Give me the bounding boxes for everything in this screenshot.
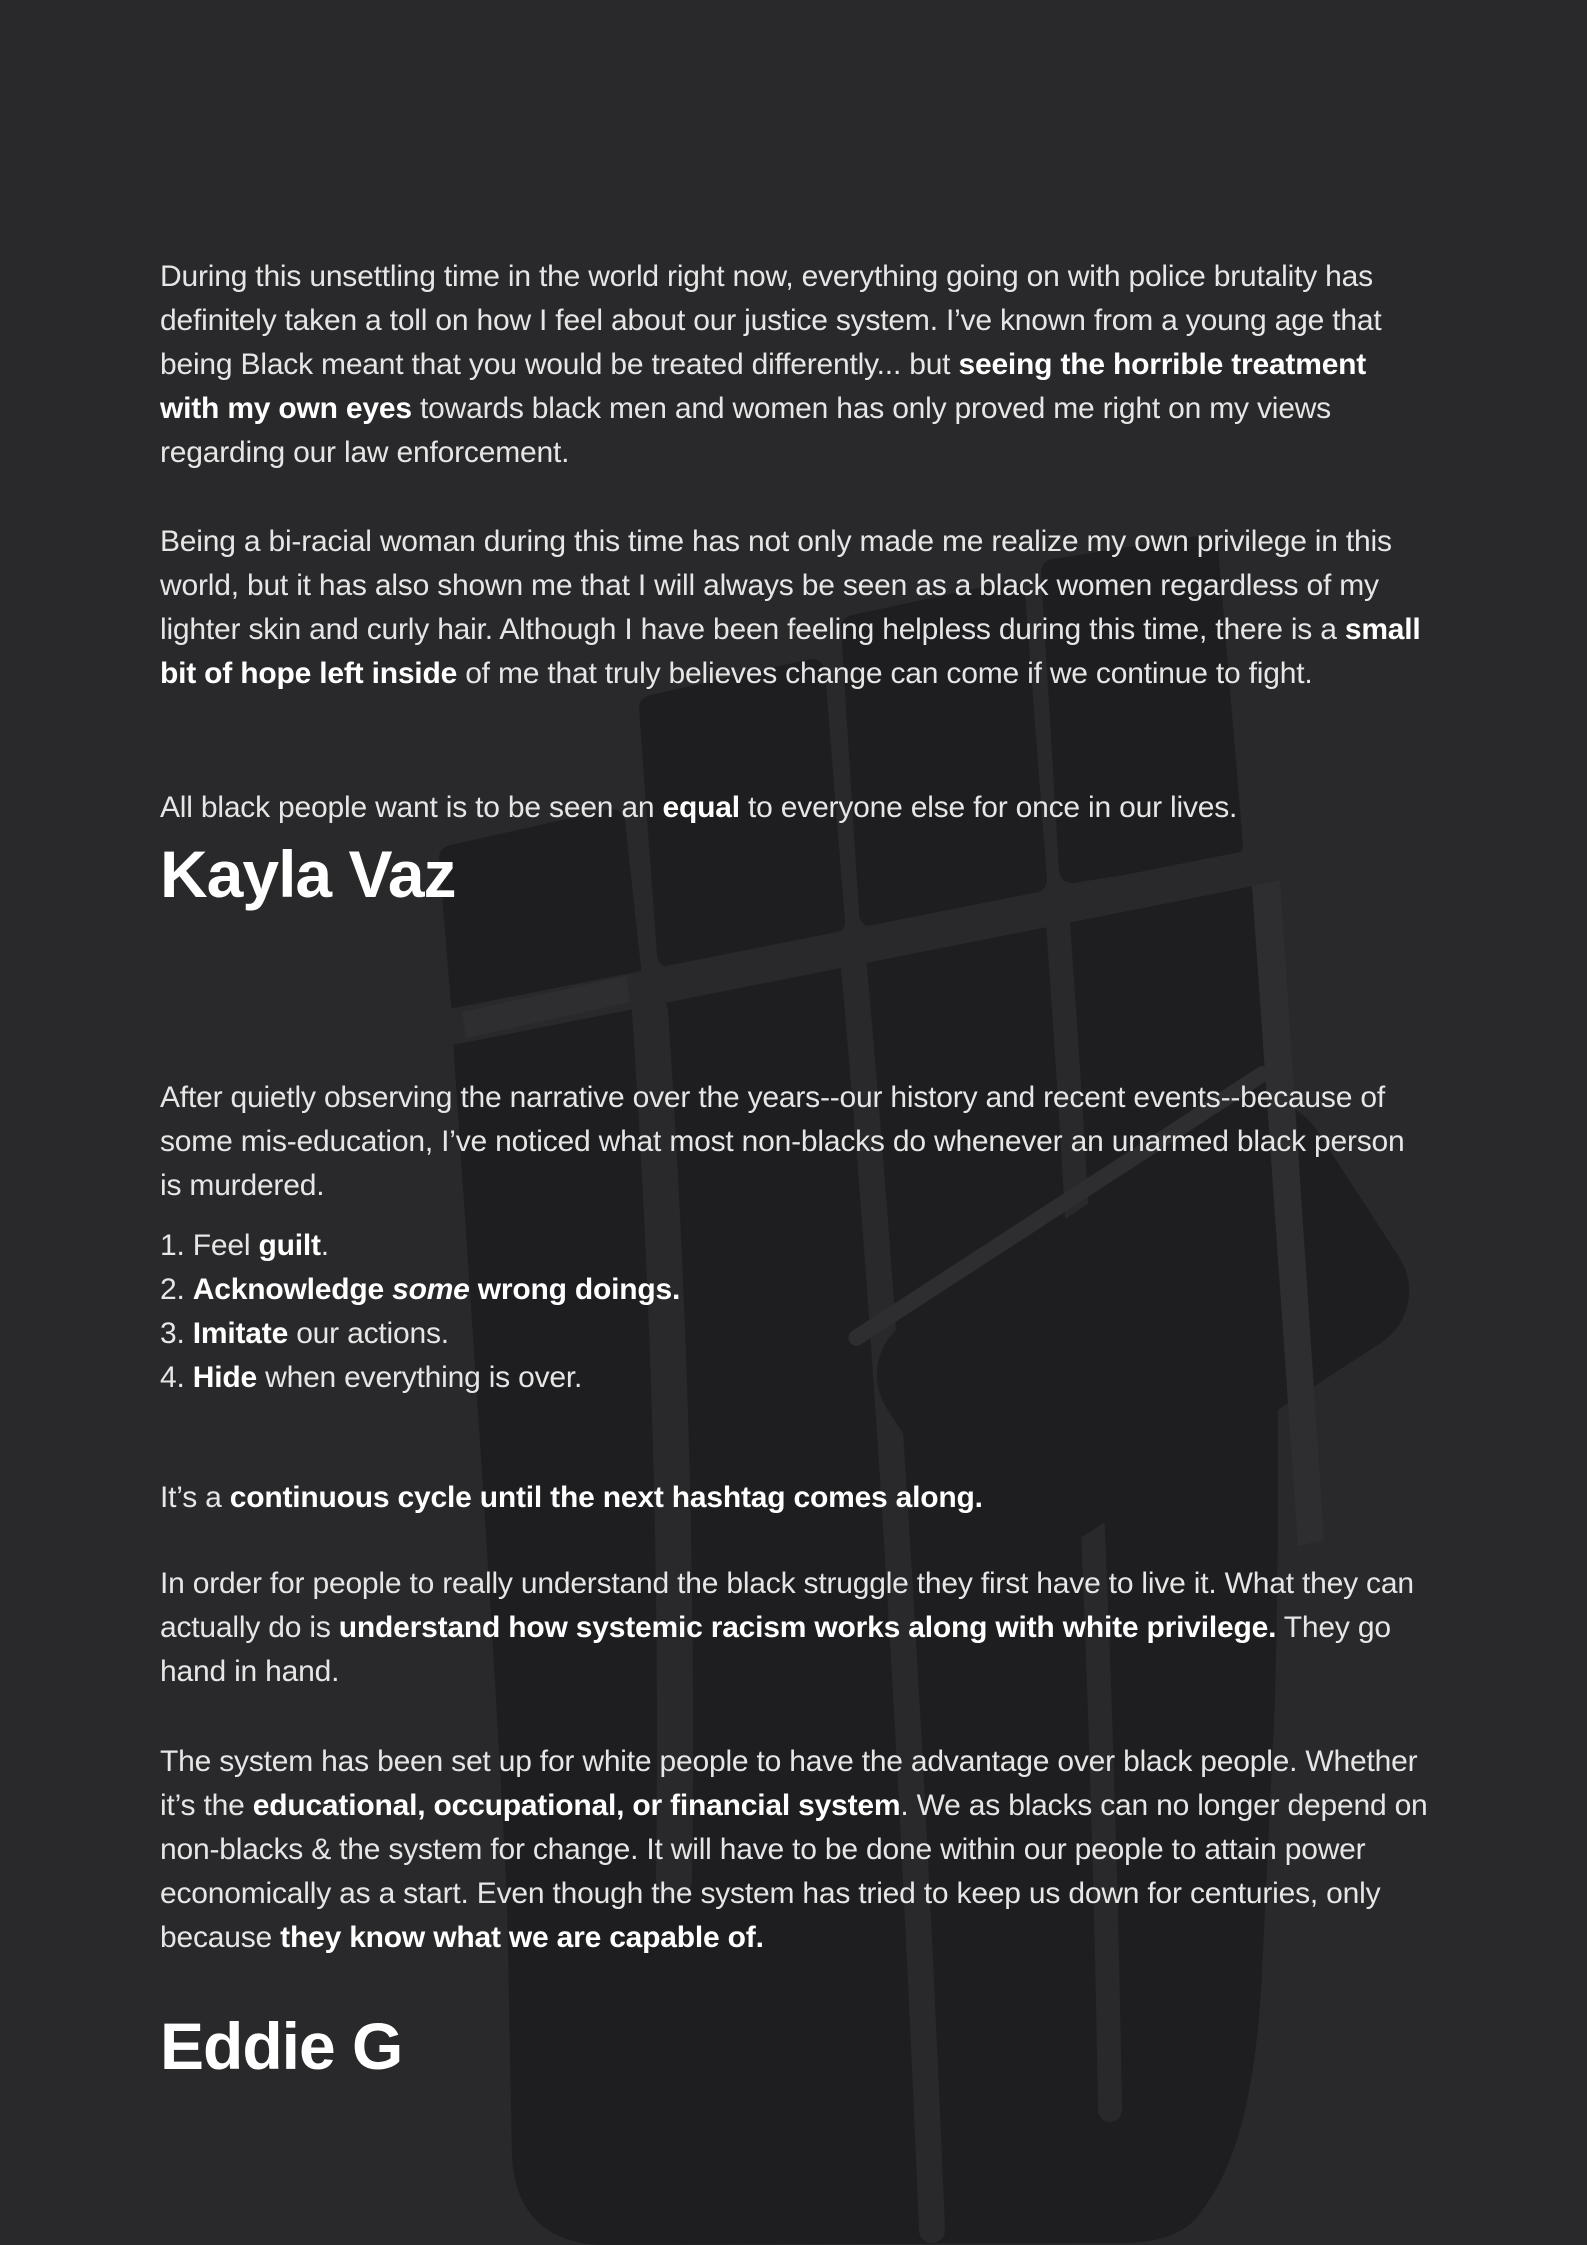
list-item: 4. Hide when everything is over. (160, 1361, 583, 1394)
paragraph-observing-narrative: After quietly observing the narrative over the years--our history and recent events--because of some mis-education, I’ve noticed what most non-blacks do whenever an unarmed black person is murdered. (160, 1081, 1405, 1202)
author-name-kayla-vaz: Kayla Vaz (160, 837, 456, 911)
list-item: 3. Imitate our actions. (160, 1317, 449, 1350)
list-item: 1. Feel guilt. (160, 1229, 329, 1262)
paragraph-continuous-cycle: It’s a continuous cycle until the next hashtag comes along. (160, 1481, 983, 1514)
non-black-reactions-list (160, 1224, 1432, 1400)
paragraph-police-brutality: During this unsettling time in the world right now, everything going on with police brutality has definitely taken a toll on how I feel about our justice system. I’ve known from a young age that being Black meant that you would be treated differently... but seeing the horrible treatment with my own eyes towards black men and women has only proved me right on my views regarding our law enforcement. (160, 260, 1382, 469)
paragraph-system-setup: The system has been set up for white people to have the advantage over black people. Whether it’s the educational, occupational, or financial system. We as blacks can no longer depend on non-blacks & the system for change. It will have to be done within our people to attain power economically as a start. Even though the system has tried to keep us down for centuries, only because they know what we are capable of. (160, 1745, 1428, 1954)
paragraph-biracial-woman: Being a bi-racial woman during this time has not only made me realize my own privilege in this world, but it has also shown me that I will always be seen as a black women regardless of my lighter skin and curly hair. Although I have been feeling helpless during this time, there is a small bit of hope left inside of me that truly believes change can come if we continue to fight. (160, 525, 1421, 690)
list-item: 2. Acknowledge some wrong doings. (160, 1273, 681, 1306)
paragraph-seen-as-equal: All black people want is to be seen an equal to everyone else for once in our lives. (160, 791, 1238, 824)
author-name-eddie-g: Eddie G (160, 2009, 403, 2083)
paragraph-understand-struggle: In order for people to really understand the black struggle they first have to live it. What they can actually do is understand how systemic racism works along with white privilege. They go hand in hand. (160, 1567, 1414, 1688)
